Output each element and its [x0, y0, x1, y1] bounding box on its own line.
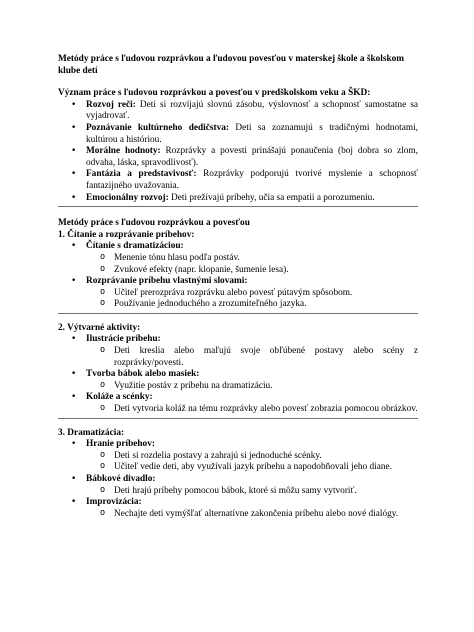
sub-item: o Učiteľ prerozpráva rozprávku alebo povesť pútavým spôsobom. — [86, 288, 418, 300]
list-item: • Koláže a scénky: o Deti vytvoria koláž na tému rozprávky alebo povesť zobrazia pomocou obrázkov. — [58, 392, 418, 415]
section-metody — [58, 218, 418, 520]
list-item: • Čítanie s dramatizáciou: o Menenie tónu hlasu podľa postáv. o Zvukové efekty (napr. klopanie, šumenie lesa). — [58, 241, 418, 276]
list-item: • Rozprávanie príbehu vlastnými slovami: o Učiteľ prerozpráva rozprávku alebo povesť pútavým spôsobom. o Používanie jednoduchého a zrozumiteľného jazyka. — [58, 276, 418, 311]
divider — [58, 206, 418, 207]
subsection-heading: 1. Čítanie a rozprávanie príbehov: — [58, 229, 195, 240]
sub-item: o Využitie postáv z príbehu na dramatizáciu. — [86, 381, 418, 393]
section-vyznam — [58, 88, 418, 207]
list-item: • Tvorba bábok alebo masiek: o Využitie postáv z príbehu na dramatizáciu. — [58, 369, 418, 392]
sub-item: o Učiteľ vedie deti, aby využívali jazyk príbehu a napodobňovali jeho diane. — [86, 462, 418, 474]
sub-item: o Deti hrajú príbehy pomocou bábok, ktoré si môžu samy vytvoriť. — [86, 486, 418, 498]
sub-item: o Deti vytvoria koláž na tému rozprávky alebo povesť zobrazia pomocou obrázkov. — [86, 404, 418, 416]
subsection-heading: 2. Výtvarné aktivity: — [58, 322, 141, 333]
sub-item: o Menenie tónu hlasu podľa postáv. — [86, 253, 418, 265]
sub-item: o Používanie jednoduchého a zrozumiteľného jazyka. — [86, 299, 418, 311]
section-heading: Metódy práce s ľudovou rozprávkou a povesťou — [58, 218, 250, 229]
sub-item: o Nechajte deti vymýšľať alternatívne zakončenia príbehu alebo nové dialógy. — [86, 509, 418, 521]
list-item: • Poznávanie kultúrneho dedičstva: Deti sa zoznamujú s tradičnými hodnotami, kultúrou a históriou. — [58, 123, 418, 146]
list-item: • Emocionálny rozvoj: Deti prežívajú príbehy, učia sa empatii a porozumeniu. — [58, 193, 418, 205]
list-item: • Rozvoj reči: Deti si rozvíjajú slovnú zásobu, výslovnosť a schopnosť samostatne sa vyjadrovať. — [58, 100, 418, 123]
list-item: • Bábkové divadlo: o Deti hrajú príbehy pomocou bábok, ktoré si môžu samy vytvoriť. — [58, 474, 418, 497]
subsection-heading: 3. Dramatizácia: — [58, 427, 125, 438]
sub-item: o Deti si rozdelia postavy a zahrajú si jednoduché scénky. — [86, 451, 418, 463]
section-heading: Význam práce s ľudovou rozprávkou a povesťou v predškolskom veku a ŠKD: — [58, 88, 371, 99]
sub-item: o Deti kreslia alebo maľujú svoje obľúbené postavy alebo scény z rozprávky/povesti. — [86, 346, 418, 369]
list-item: • Fantázia a predstavivosť: Rozprávky podporujú tvorivé myslenie a schopnosť fantazijného uvažovania. — [58, 169, 418, 192]
sub-item: o Zvukové efekty (napr. klopanie, šumenie lesa). — [86, 265, 418, 277]
list-item: • Hranie príbehov: o Deti si rozdelia postavy a zahrajú si jednoduché scénky. o Učiteľ vedie deti, aby využívali jazyk príbehu a napodobňovali jeho diane. — [58, 439, 418, 474]
list-item: • Improvizácia: o Nechajte deti vymýšľať alternatívne zakončenia príbehu alebo nové dialógy. — [58, 497, 418, 520]
bullet-list — [58, 100, 418, 204]
list-item: • Morálne hodnoty: Rozprávky a povesti prinášajú ponaučenia (boj dobra so zlom, odvaha, láska, spravodlivosť). — [58, 146, 418, 169]
list-item: • Ilustrácie príbehu: o Deti kreslia alebo maľujú svoje obľúbené postavy alebo scény z rozprávky/povesti. — [58, 334, 418, 369]
document-title: Metódy práce s ľudovou rozprávkou a ľudovou povesťou v materskej škole a školskom klube detí — [58, 54, 405, 76]
